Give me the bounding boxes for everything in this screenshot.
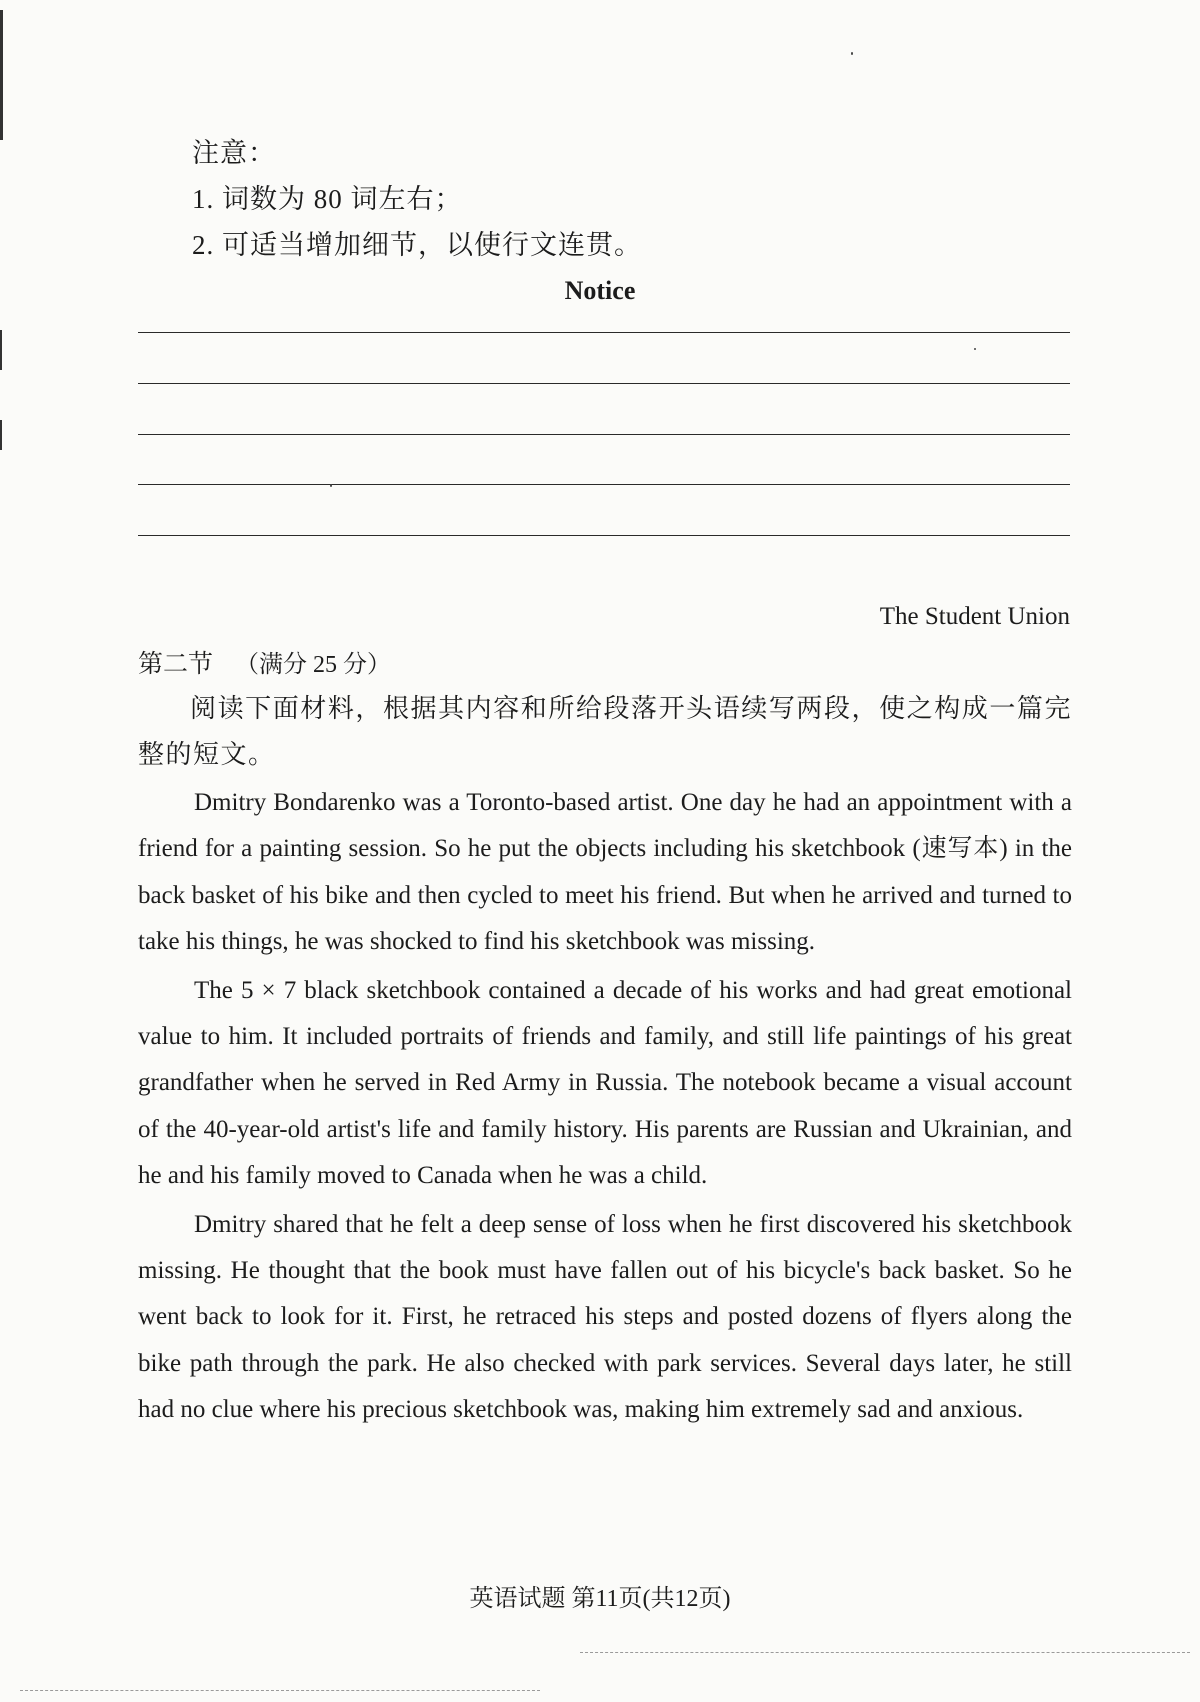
writing-title (0, 276, 1200, 306)
fold-line (20, 1690, 540, 1691)
page-footer: 英语试题 第11页(共12页) (469, 1586, 731, 1612)
passage (138, 780, 1072, 1436)
writing-title-text: Notice (564, 276, 636, 305)
passage-paragraph: Dmitry shared that he felt a deep sense of loss when he first discovered his sketchbook missing. He thought that the book must have fallen out of his bicycle's back basket. So he went back to look for it. First, he retraced his steps and posted dozens of flyers along the bike path through the park. He also checked with park services. Several days later, he still had no clue where his precious sketchbook was, making him extremely sad and anxious. (138, 1210, 1072, 1424)
notes-block (192, 130, 642, 268)
passage-paragraph: Dmitry Bondarenko was a Toronto-based artist. One day he had an appointment with a friend for a painting session. So he put the objects including his sketchbook (速写本) in the back basket of his bike and then cycled to meet his friend. But when he arrived and turned to take his things, he was shocked to find his sketchbook was missing. (138, 789, 1072, 956)
section-title (138, 644, 391, 680)
fold-line (580, 1652, 1190, 1653)
scan-speck (330, 484, 332, 487)
passage-paragraph: The 5 × 7 black sketchbook contained a decade of his works and had great emotional value to him. It included portraits of friends and family, and still life paintings of his great grandfather when he served in Red Army in Russia. The notebook became a visual account of the 40-year-old artist's life and family history. His parents are Russian and Ukrainian, and he and his family moved to Canada when he was a child. (138, 976, 1072, 1190)
notes-item-1: 1. 词数为 80 词左右； (192, 184, 463, 214)
margin-mark (0, 10, 3, 140)
answer-line-1 (138, 332, 1070, 333)
answer-line-3 (138, 434, 1070, 435)
margin-mark (0, 330, 2, 370)
answer-line-5 (138, 535, 1070, 536)
margin-mark (0, 420, 2, 450)
notes-heading: 注意： (192, 138, 276, 168)
notes-item-2: 2. 可适当增加细节，以使行文连贯。 (192, 230, 642, 260)
scan-speck (974, 348, 976, 350)
signature: The Student Union (879, 603, 1070, 630)
section-score: （满分 25 分） (235, 652, 392, 678)
scan-speck (851, 52, 853, 55)
answer-line-4 (138, 484, 1070, 485)
section-title-label: 第二节 (138, 651, 214, 678)
section-instruction: 阅读下面材料，根据其内容和所给段落开头语续写两段，使之构成一篇完整的短文。 (138, 694, 1072, 769)
answer-line-2 (138, 383, 1070, 384)
